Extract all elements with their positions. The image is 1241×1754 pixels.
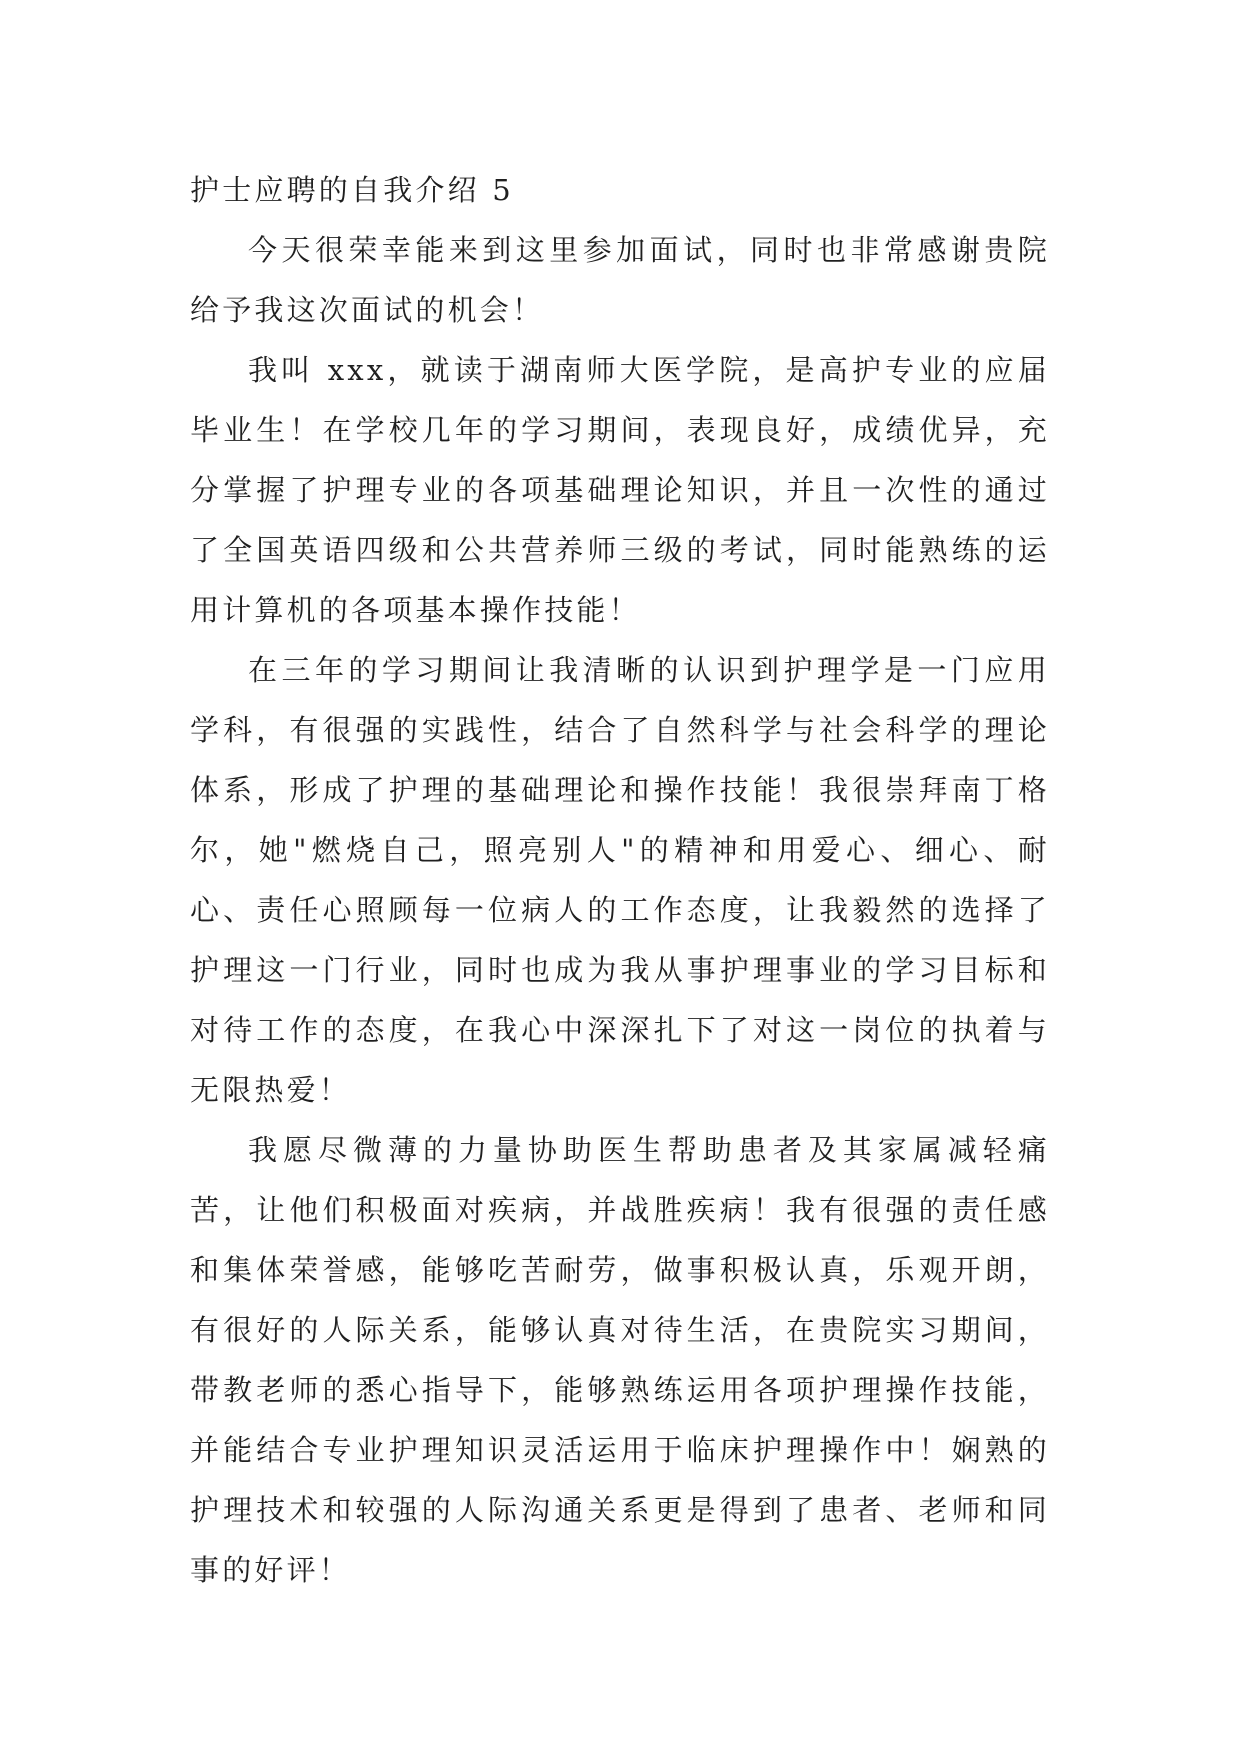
paragraph-personal-qualities: 我愿尽微薄的力量协助医生帮助患者及其家属减轻痛苦，让他们积极面对疾病，并战胜疾病！我有很强的责任感和集体荣誉感，能够吃苦耐劳，做事积极认真，乐观开朗，有很好的人际关系，能够认真对待生活，在贵院实习期间，带教老师的悉心指导下，能够熟练运用各项护理操作技能，并能结合专业护理知识灵活运用于临床护理操作中！娴熟的护理技术和较强的人际沟通关系更是得到了患者、老师和同事的好评！: [190, 1133, 1050, 1587]
paragraph-nursing-motivation: 在三年的学习期间让我清晰的认识到护理学是一门应用学科，有很强的实践性，结合了自然科学与社会科学的理论体系，形成了护理的基础理论和操作技能！我很崇拜南丁格尔，她"燃烧自己，照亮别人"的精神和用爱心、细心、耐心、责任心照顾每一位病人的工作态度，让我毅然的选择了护理这一门行业，同时也成为我从事护理事业的学习目标和对待工作的态度，在我心中深深扎下了对这一岗位的执着与无限热爱！: [190, 653, 1050, 1107]
document-page: [190, 160, 1050, 1600]
paragraph-interview-thanks: 今天很荣幸能来到这里参加面试，同时也非常感谢贵院给予我这次面试的机会！: [190, 233, 1050, 327]
document-title: 护士应聘的自我介绍 5: [190, 173, 514, 207]
paragraph-education: 我叫 xxx，就读于湖南师大医学院，是高护专业的应届毕业生！在学校几年的学习期间，表现良好，成绩优异，充分掌握了护理专业的各项基础理论知识，并且一次性的通过了全国英语四级和公共营养师三级的考试，同时能熟练的运用计算机的各项基本操作技能！: [190, 353, 1050, 627]
